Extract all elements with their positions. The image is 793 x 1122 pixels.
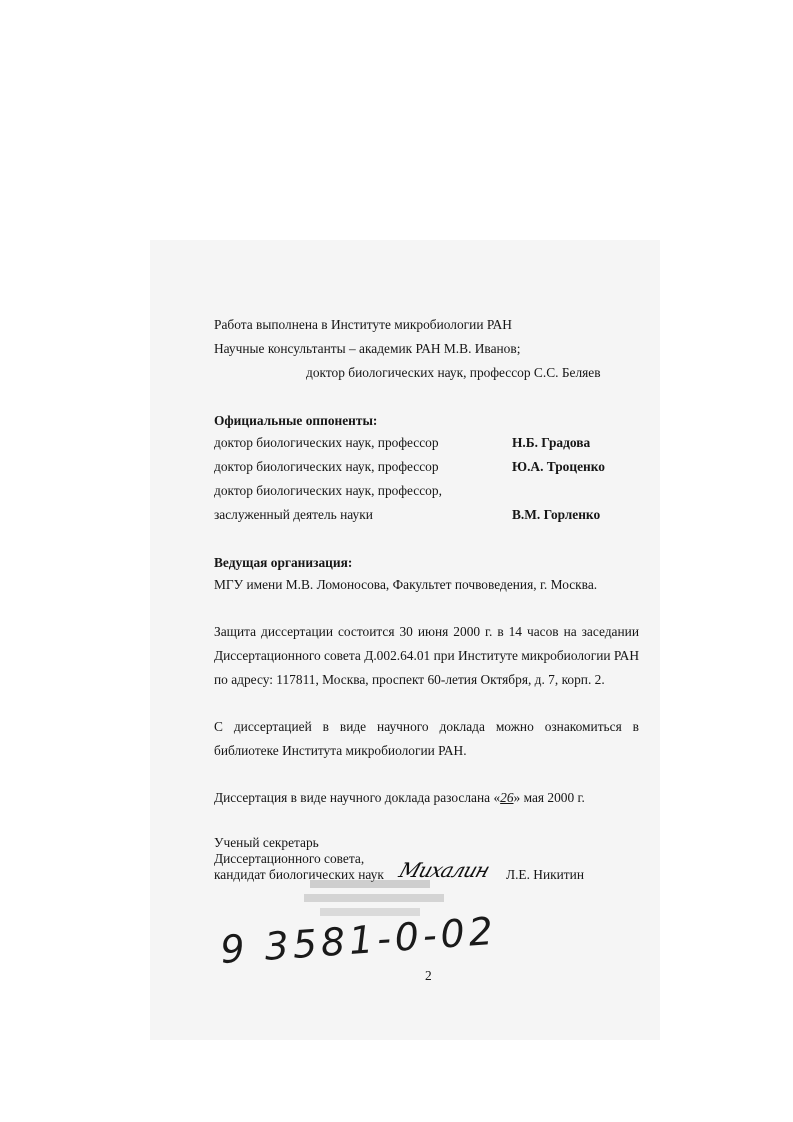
opponent-name: Н.Б. Градова: [512, 435, 591, 450]
sent-date-line: [214, 790, 585, 806]
institute-line: Работа выполнена в Институте микробиологии РАН: [214, 317, 512, 332]
library-line-1: С диссертацией в виде научного доклада можно ознакомиться в: [214, 719, 639, 734]
library-line-2: библиотеке Института микробиологии РАН.: [214, 743, 467, 758]
page-number: 2: [425, 968, 432, 983]
opponent-title: доктор биологических наук, профессор: [214, 435, 439, 450]
sent-day: 26: [500, 790, 514, 805]
secretary-line-3: кандидат биологических наук: [214, 867, 384, 882]
opponent-title: заслуженный деятель науки: [214, 507, 373, 522]
consultants-line-2: доктор биологических наук, профессор С.С. Беляев: [306, 365, 601, 380]
opponents-heading: Официальные оппоненты:: [214, 413, 378, 428]
defense-line-2: Диссертационного совета Д.002.64.01 при Институте микробиологии РАН: [214, 648, 639, 663]
secretary-line-2: Диссертационного совета,: [214, 851, 365, 866]
leading-org-text: МГУ имени М.В. Ломоносова, Факультет почвоведения, г. Москва.: [214, 577, 598, 592]
opponent-name: Ю.А. Троценко: [512, 459, 605, 474]
opponent-title: доктор биологических наук, профессор,: [214, 483, 442, 498]
opponent-name: В.М. Горленко: [512, 507, 601, 522]
opponent-title: доктор биологических наук, профессор: [214, 459, 439, 474]
sent-before: Диссертация в виде научного доклада разослана «: [214, 790, 501, 805]
sent-after: » мая 2000 г.: [513, 790, 585, 805]
consultants-line-1: Научные консультанты – академик РАН М.В. Иванов;: [214, 341, 521, 356]
leading-org-heading: Ведущая организация:: [214, 555, 353, 570]
secretary-name: Л.Е. Никитин: [506, 867, 584, 882]
handwritten-registration-number: 9 3581-0-02: [218, 908, 499, 972]
handwritten-signature: Михалин: [396, 858, 493, 882]
defense-line-3: по адресу: 117811, Москва, проспект 60-летия Октября, д. 7, корп. 2.: [214, 672, 605, 687]
secretary-line-1: Ученый секретарь: [214, 835, 319, 850]
defense-line-1: Защита диссертации состоится 30 июня 2000 г. в 14 часов на заседании: [214, 624, 639, 639]
